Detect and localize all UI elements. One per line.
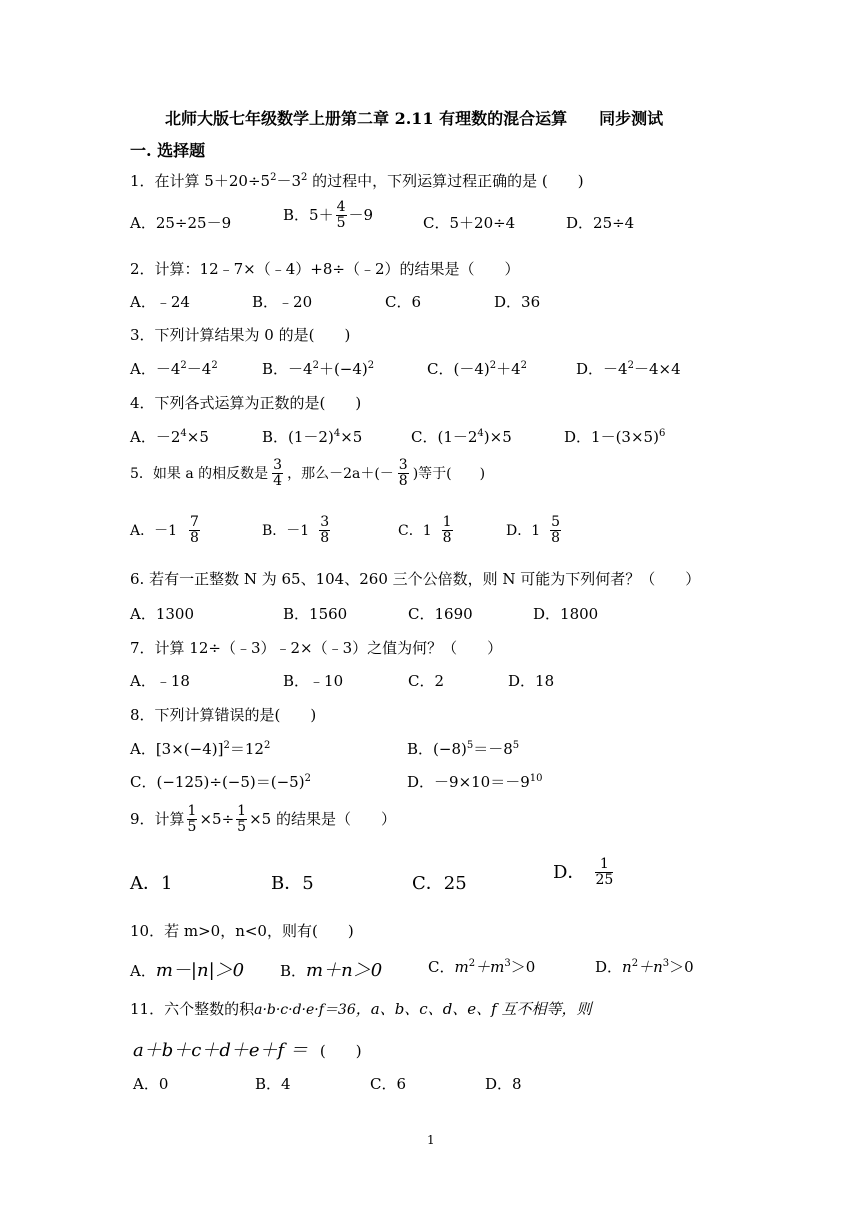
q11-option-a: A．0 [133,1075,169,1093]
q8-d-pre: D．－9×10＝－9 [407,773,530,791]
q4-c-pre: C．(1－2 [411,428,478,446]
q3-option-b [262,358,374,379]
q10-d-expr-pre: n [622,958,632,976]
question-11-line-2 [133,1036,362,1062]
q5-b-den: 8 [320,530,330,547]
q9-f1-num: 1 [187,803,197,819]
q5-c-den: 8 [442,530,452,547]
q1-stem-pre: 1．在计算 5＋20÷5 [130,172,271,190]
q5-f1-den: 4 [273,473,283,490]
question-1 [130,170,584,191]
q7-option-b: B．﹣10 [283,672,344,690]
q5-option-b [262,515,332,547]
q9-d-fraction [595,857,613,889]
q1-b-num: 4 [336,199,346,215]
q4-a-sup: 4 [180,428,187,439]
document-title: 北师大版七年级数学上册第二章 2.11 有理数的混合运算 同步测试 [165,109,664,128]
q10-c-expr-mid: ＋m [475,958,505,976]
q9-fraction-2 [236,804,247,836]
q11-option-c: C．6 [370,1075,407,1093]
q10-d-expr-post: ＞0 [669,958,694,976]
q9-d-pre: D． [553,861,586,883]
question-3: 3．下列计算结果为 0 的是( ) [130,326,351,344]
q5-c-num: 1 [442,514,452,530]
q5-c-pre: C．1 [398,522,432,539]
q10-option-a [130,956,244,982]
q5-b-num: 3 [320,514,330,530]
question-10: 10．若 m>0，n<0，则有( ) [130,922,354,940]
q9-f2-den: 5 [237,819,247,836]
q10-b-label: B． [280,962,307,980]
q8-a-sup1: 2 [223,740,230,751]
q3-option-c [427,358,527,379]
q10-option-b [280,956,382,982]
q5-d-num: 5 [551,514,561,530]
q7-option-a: A．﹣18 [130,672,190,690]
q5-d-fraction [550,515,561,547]
q1-sup-1: 2 [270,172,277,183]
q5-f1-num: 3 [273,457,283,473]
q9-stem-post: ×5 的结果是（ ） [249,809,396,828]
q5-option-d [506,515,563,547]
q3-c-sup1: 2 [489,360,497,371]
q3-d-pre: D．－4 [576,360,628,378]
q4-d-sup: 6 [658,428,666,439]
q7-option-d: D．18 [508,672,555,690]
question-6: 6. 若有一正整数 N 为 65、104、260 三个公倍数，则 N 可能为下列何者？（ ） [130,570,701,588]
q6-option-b: B．1560 [283,605,348,623]
q1-option-c: C．5＋20÷4 [423,214,516,232]
q3-b-sup1: 2 [312,360,319,371]
q2-option-d: D．36 [494,293,541,311]
q8-c-sup: 2 [304,773,311,784]
question-5 [130,458,485,490]
q5-option-a [130,515,202,547]
q10-c-label: C． [428,958,455,976]
q5-a-den: 8 [190,530,199,547]
q8-d-sup: 10 [529,773,543,784]
q4-b-sup: 4 [333,428,341,439]
q1-option-b-pre: B．5＋ [283,205,334,224]
q8-a-pre: A．[3×(−4)] [130,740,224,758]
q11-stem-pre: 11．六个整数的积 [130,1000,255,1018]
q5-d-pre: D．1 [506,522,541,539]
q6-option-c: C．1690 [408,605,473,623]
q8-b-pre: B．(−8) [407,740,467,758]
q3-b-sup2: 2 [367,360,375,371]
q2-option-b: B．﹣20 [252,293,313,311]
q1-option-b-fraction [336,200,347,232]
q5-a-num: 7 [190,514,199,530]
q4-b-pre: B．(1－2) [262,428,334,446]
q10-d-expr-mid: ＋n [638,958,663,976]
q5-stem-mid: ，那么－2a＋(－ [287,465,394,482]
q5-fraction-2 [398,458,409,490]
q8-option-c [130,771,311,792]
q9-stem-pre: 9．计算 [130,809,185,828]
q5-f2-num: 3 [398,457,408,473]
q1-stem-post: 的过程中，下列运算过程正确的是 ( ) [307,172,584,190]
q3-a-sup2: 2 [211,360,218,371]
q3-option-a [130,358,218,379]
q4-a-post: ×5 [186,428,209,446]
q5-f2-den: 8 [398,473,408,490]
q11-stem-mid: ，a、b、c、d、e、f 互不相等，则 [355,1000,592,1018]
q1-option-b [283,200,373,232]
q5-stem-post: )等于( ) [412,465,486,482]
q5-d-den: 8 [551,530,561,547]
q10-c-sup2: 3 [504,958,511,969]
q11-option-b: B．4 [255,1075,291,1093]
q9-fraction-1 [187,804,198,836]
q2-option-a: A．﹣24 [130,293,190,311]
q9-option-d [553,857,615,889]
q2-option-c: C．6 [385,293,422,311]
q4-b-post: ×5 [340,428,363,446]
q10-d-sup1: 2 [631,958,639,969]
q3-a-mid: －4 [186,360,212,378]
q3-a-sup1: 2 [180,360,187,371]
q5-fraction-1 [272,458,283,490]
q4-d-pre: D．1－(3×5) [564,428,659,446]
question-2: 2．计算：12﹣7×（﹣4）+8÷（﹣2）的结果是（ ） [130,260,520,278]
q9-stem-mid: ×5÷ [199,809,235,828]
q1-option-b-post: －9 [348,205,374,224]
q3-a-pre: A．－4 [130,360,181,378]
q8-b-mid: ＝－8 [473,740,513,758]
q9-f2-num: 1 [237,803,247,819]
q5-a-fraction [189,515,200,547]
page-number: 1 [427,1133,435,1147]
q5-stem-pre: 5．如果 a 的相反数是 [130,465,269,482]
q5-option-c [398,515,455,547]
q11-option-d: D．8 [485,1075,522,1093]
q3-d-mid: －4×4 [633,360,681,378]
q10-option-c [428,956,535,977]
q4-c-post: )×5 [483,428,512,446]
q8-c-pre: C．(−125)÷(−5)＝(−5) [130,773,305,791]
q10-a-label: A． [130,962,156,980]
q8-a-mid: ＝12 [229,740,264,758]
q1-b-den: 5 [336,215,346,232]
q4-option-b [262,426,362,447]
q8-option-b [407,738,519,759]
q9-option-c: C．25 [412,873,467,894]
q6-option-a: A．1300 [130,605,195,623]
q10-d-sup2: 3 [662,958,670,969]
q8-option-d [407,771,543,792]
q5-b-pre: B．－1 [262,522,310,539]
q10-c-expr-pre: m [454,958,469,976]
q8-b-sup2: 5 [512,740,520,751]
q4-a-pre: A．－2 [130,428,181,446]
question-11 [130,998,592,1019]
q7-option-c: C．2 [408,672,445,690]
q11-product-expr: a·b·c·d·e·f＝36 [254,1002,356,1018]
q4-option-a [130,426,209,447]
q9-option-b: B．5 [271,873,314,894]
q3-d-sup1: 2 [627,360,634,371]
q1-stem-mid: －3 [276,172,301,190]
section-title: 一. 选择题 [130,141,206,160]
question-8: 8．下列计算错误的是( ) [130,706,317,724]
question-4: 4．下列各式运算为正数的是( ) [130,394,362,412]
q9-d-den: 25 [595,872,614,889]
q11-sum-expr: a＋b＋c＋d＋e＋f ＝ [133,1040,308,1061]
q9-d-num: 1 [595,857,613,873]
q3-option-d [576,358,681,379]
q6-option-d: D．1800 [533,605,599,623]
q5-a-pre: A．－1 [130,522,178,539]
q8-option-a [130,738,270,759]
q11-sum-paren: ( ) [319,1042,362,1060]
question-9 [130,804,396,836]
q5-b-fraction [319,515,330,547]
q8-a-sup2: 2 [263,740,271,751]
q4-c-sup: 4 [477,428,484,439]
q3-c-pre: C．(－4) [427,360,490,378]
q10-option-d [595,956,694,977]
question-7: 7．计算 12÷（﹣3）﹣2×（﹣3）之值为何？（ ） [130,639,503,657]
q9-f1-den: 5 [187,819,197,836]
q3-b-mid: ＋(−4) [318,360,368,378]
q1-sup-2: 2 [300,172,308,183]
q1-option-a: A．25÷25－9 [130,214,232,232]
q8-b-sup1: 5 [466,740,474,751]
q10-d-label: D． [595,958,623,976]
q10-b-expr: m＋n＞0 [306,960,383,981]
q10-c-sup1: 2 [468,958,476,969]
q3-c-sup2: 2 [520,360,528,371]
q5-c-fraction [442,515,453,547]
q1-option-d: D．25÷4 [566,214,635,232]
q4-option-d [564,426,665,447]
q3-c-mid: ＋4 [496,360,521,378]
q10-a-expr: m－|n|＞0 [155,960,245,981]
q9-option-a: A．1 [130,873,173,894]
q3-b-pre: B．－4 [262,360,313,378]
q10-c-expr-post: ＞0 [510,958,536,976]
q4-option-c [411,426,512,447]
